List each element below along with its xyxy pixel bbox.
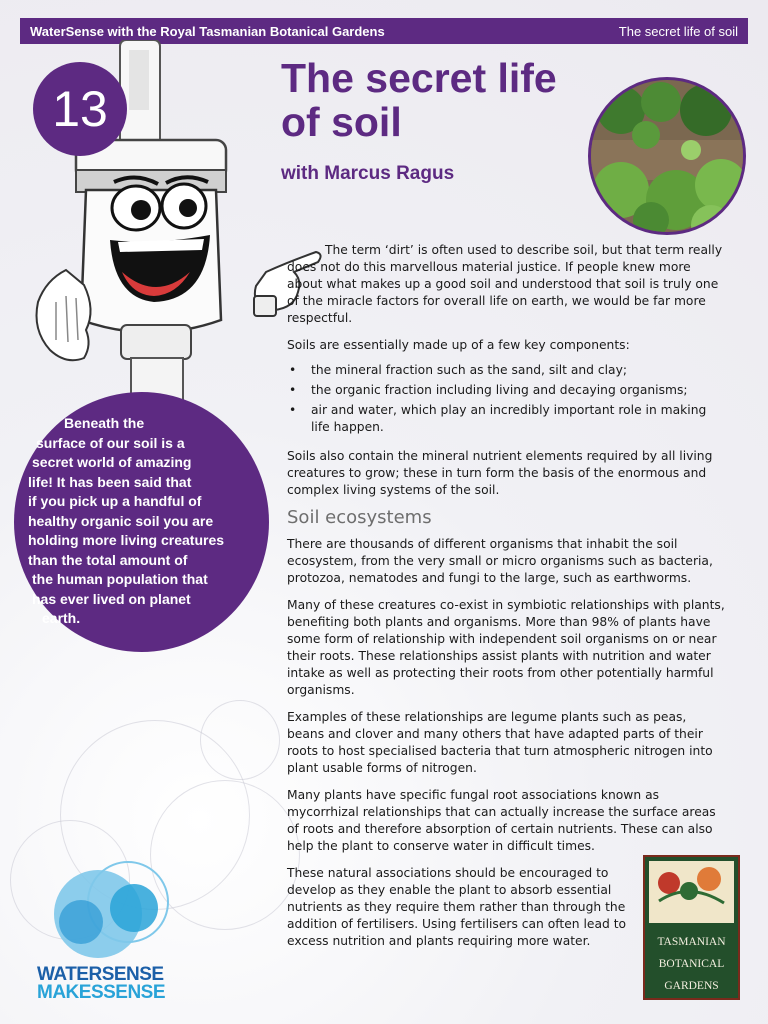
intro-paragraph <box>287 242 725 327</box>
royal-botanical-gardens-logo <box>643 855 740 1000</box>
natural-associations-paragraph: These natural associations should be encouraged to develop as they enable the plant to absorb essential nutrients as they require them rather than through the addition of fertilisers. Using fertilisers can often lead to excess nutrition and plants requiring more water. <box>287 866 627 948</box>
royal-logo-line: TASMANIAN <box>657 936 726 948</box>
nutrients-paragraph: Soils also contain the mineral nutrient elements required by all living creatures to grow; these in turn form the basis of the enormous and complex living systems of the soil. <box>287 449 713 497</box>
quote-callout-text <box>28 414 246 629</box>
symbiotic-paragraph: Many of these creatures co-exist in symbiotic relationships with plants, benefiting both plants and organisms. More than 98% of plants have some form of relationship with independent soil organisms on or near their roots. These relationships assist plants with nutrition and water intake as well as protecting their roots from other potentially harmful organisms. <box>287 598 725 697</box>
header-topic: The secret life of soil <box>618 23 738 39</box>
section-heading: Soil ecosystems <box>287 507 432 528</box>
garden-photo <box>588 77 746 235</box>
watersense-logo-text <box>37 966 165 1002</box>
components-list <box>287 362 725 436</box>
list-item: • the mineral fraction such as the sand, silt and clay; <box>287 362 725 379</box>
decorative-bubble <box>200 700 280 780</box>
quote-line: healthy organic soil you are <box>28 512 214 529</box>
title-line-2: of soil <box>281 99 402 145</box>
quote-line: than the total amount of <box>28 551 188 568</box>
page-subtitle: with Marcus Ragus <box>281 163 455 184</box>
title-line-1: The secret life <box>281 55 557 101</box>
royal-logo-line: BOTANICAL <box>658 958 725 970</box>
fungal-paragraph: Many plants have specific fungal root associations known as mycorrhizal relationships that can actually increase the surface areas of roots and therefore absorption of certain nutrients. These can also help the plant to conserve water in difficult times. <box>287 788 716 853</box>
header-series-title: WaterSense with the Royal Tasmanian Botanical Gardens <box>30 23 385 39</box>
royal-logo-word: ROYAL <box>656 905 727 926</box>
quote-line: if you pick up a handful of <box>28 493 202 509</box>
legume-paragraph: Examples of these relationships are legume plants such as peas, beans and clover and many others that have adapted parts of their roots to host specialised bacteria that turn atmospheric nitrogen into plant usable forms of nitrogen. <box>287 710 713 775</box>
list-item: • the organic fraction including living and decaying organisms; <box>287 382 725 399</box>
quote-line: secret world of amazing <box>32 454 192 470</box>
quote-line: has ever lived on planet <box>32 590 191 607</box>
quote-line: Beneath the <box>64 415 145 431</box>
components-intro: Soils are essentially made up of a few key components: <box>287 338 630 352</box>
quote-line: earth. <box>42 610 81 626</box>
article-body <box>287 242 725 960</box>
quote-line: the human population that <box>32 571 208 587</box>
watersense-logo-mark <box>36 852 186 962</box>
royal-logo-subtitle <box>645 931 738 997</box>
list-item: • air and water, which play an incredibly important role in making life happen. <box>287 402 725 436</box>
garden-photo-image <box>591 80 746 235</box>
royal-logo-line: GARDENS <box>664 980 719 992</box>
watersense-logo-line1: WATERSENSE <box>37 964 164 985</box>
organisms-paragraph: There are thousands of different organisms that inhabit the soil ecosystem, from the very small or micro organisms such as bacteria, protozoa, nematodes and fungi to the large, such as earthworms. <box>287 537 713 585</box>
intro-text: The term ‘dirt’ is often used to describe soil, but that term really does not do this marvellous material justice. If people knew more about what makes up a good soil and understood that soil is truly one of the miracle factors for overall life on earth, we would be far more respectful. <box>287 243 723 325</box>
quote-line: surface of our soil is a <box>36 434 185 451</box>
page-title <box>281 56 601 144</box>
activity-number-badge: 13 <box>33 62 127 156</box>
quote-line: holding more living creatures <box>28 532 225 548</box>
quote-line: life! It has been said that <box>28 473 192 490</box>
watersense-logo-line2: MAKESSENSE <box>37 982 166 1003</box>
